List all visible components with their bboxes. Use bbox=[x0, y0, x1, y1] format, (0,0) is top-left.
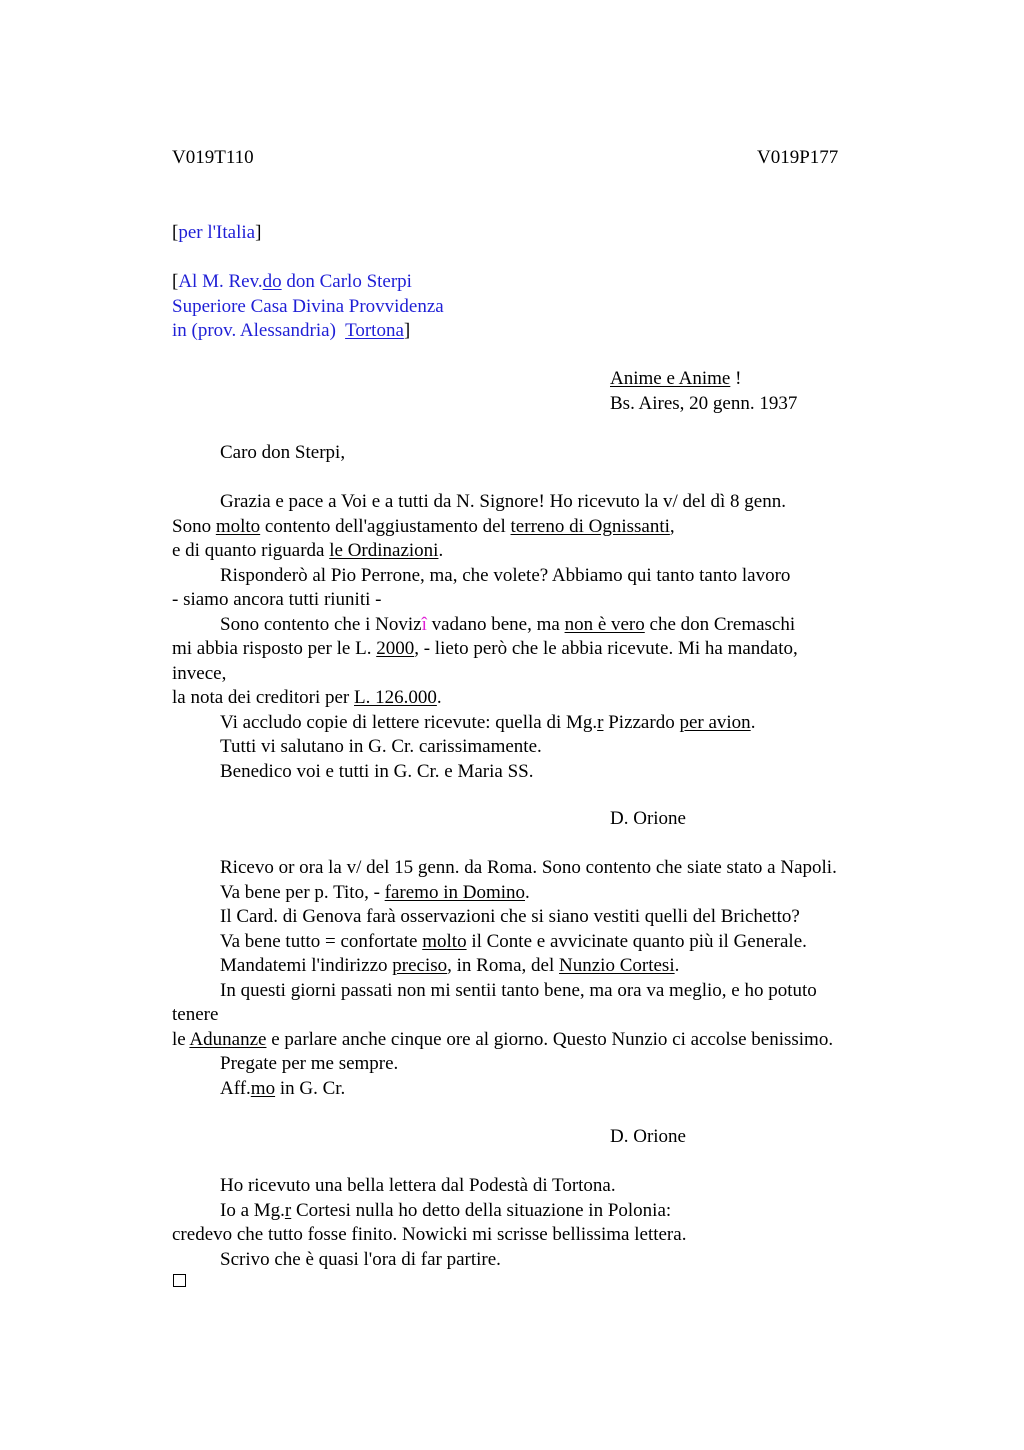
address-line-3: in (prov. Alessandria) Tortona] bbox=[172, 320, 411, 341]
address-line-2: Superiore Casa Divina Provvidenza bbox=[172, 295, 444, 317]
paragraph-line: Il Card. di Genova farà osservazioni che si siano vestiti quelli del Brichetto? bbox=[220, 906, 800, 927]
paragraph-line: Vi accludo copie di lettere ricevute: quella di Mg.r Pizzardo per avion. bbox=[220, 711, 756, 733]
paragraph-line: Ho ricevuto una bella lettera dal Podestà di Tortona. bbox=[220, 1175, 616, 1196]
paragraph-line: Io a Mg.r Cortesi nulla ho detto della situazione in Polonia: bbox=[220, 1199, 672, 1221]
destination-line bbox=[172, 221, 261, 246]
paragraph-line: credevo che tutto fosse finito. Nowicki mi scrisse bellissima lettera. bbox=[172, 1224, 687, 1245]
document-code-right: V019P177 bbox=[757, 147, 839, 168]
paragraph-line: Benedico voi e tutti in G. Cr. e Maria SS. bbox=[220, 760, 534, 782]
paragraph-line: la nota dei creditori per L. 126.000. bbox=[172, 687, 442, 708]
document-code-left: V019T110 bbox=[172, 147, 254, 168]
paragraph-line: Pregate per me sempre. bbox=[220, 1053, 399, 1074]
paragraph-line: tenere bbox=[172, 1004, 219, 1025]
paragraph-line: Scrivo che è quasi l'ora di far partire. bbox=[220, 1248, 501, 1270]
paragraph-line: Grazia e pace a Voi e a tutti da N. Signore! Ho ricevuto la v/ del dì 8 genn. bbox=[220, 491, 786, 512]
paragraph-line: Sono contento che i Novizî vadano bene, ma non è vero che don Cremaschi bbox=[220, 613, 796, 635]
paragraph-line: Tutti vi salutano in G. Cr. carissimamente. bbox=[220, 736, 542, 757]
place-date: Bs. Aires, 20 genn. 1937 bbox=[610, 393, 798, 414]
paragraph-line: e di quanto riguarda le Ordinazioni. bbox=[172, 540, 444, 561]
letter-body-1 bbox=[172, 490, 892, 784]
salutation: Caro don Sterpi, bbox=[220, 442, 346, 463]
paragraph-line: Mandatemi l'indirizzo preciso, in Roma, del Nunzio Cortesi. bbox=[220, 955, 680, 976]
postscript bbox=[172, 1174, 892, 1272]
bracket-close: ] bbox=[255, 222, 262, 243]
paragraph-line: - siamo ancora tutti riuniti - bbox=[172, 589, 382, 610]
address-line-1: [Al M. Rev.do don Carlo Sterpi bbox=[172, 271, 412, 292]
bracket-open: [ bbox=[172, 222, 179, 243]
motto: Anime e Anime ! bbox=[610, 368, 742, 389]
letter-body-2 bbox=[172, 856, 892, 1101]
editorial-mark: î bbox=[421, 613, 427, 635]
end-marker-box-icon bbox=[173, 1274, 186, 1287]
paragraph-line: In questi giorni passati non mi sentii tanto bene, ma ora va meglio, e ho potuto bbox=[220, 979, 817, 1001]
signature: D. Orione bbox=[610, 808, 686, 829]
paragraph-line: Va bene tutto = confortate molto il Conte e avvicinate quanto più il Generale. bbox=[220, 930, 807, 952]
paragraph-line: mi abbia risposto per le L. 2000, - lieto però che le abbia ricevute. Mi ha mandato, bbox=[172, 638, 798, 659]
paragraph-line: Ricevo or ora la v/ del 15 genn. da Roma. Sono contento che siate stato a Napoli. bbox=[220, 857, 837, 878]
destination-text: per l'Italia bbox=[178, 222, 256, 243]
paragraph-line: Risponderò al Pio Perrone, ma, che volete? Abbiamo qui tanto tanto lavoro bbox=[220, 564, 791, 586]
paragraph-line: le Adunanze e parlare anche cinque ore al giorno. Questo Nunzio ci accolse benissimo. bbox=[172, 1028, 834, 1050]
paragraph-line: invece, bbox=[172, 662, 227, 684]
signature: D. Orione bbox=[610, 1126, 686, 1147]
paragraph-line: Sono molto contento dell'aggiustamento del terreno di Ognissanti, bbox=[172, 515, 675, 537]
paragraph-line: Aff.mo in G. Cr. bbox=[220, 1077, 346, 1099]
address-block bbox=[172, 270, 892, 344]
paragraph-line: Va bene per p. Tito, - faremo in Domino. bbox=[220, 881, 530, 903]
